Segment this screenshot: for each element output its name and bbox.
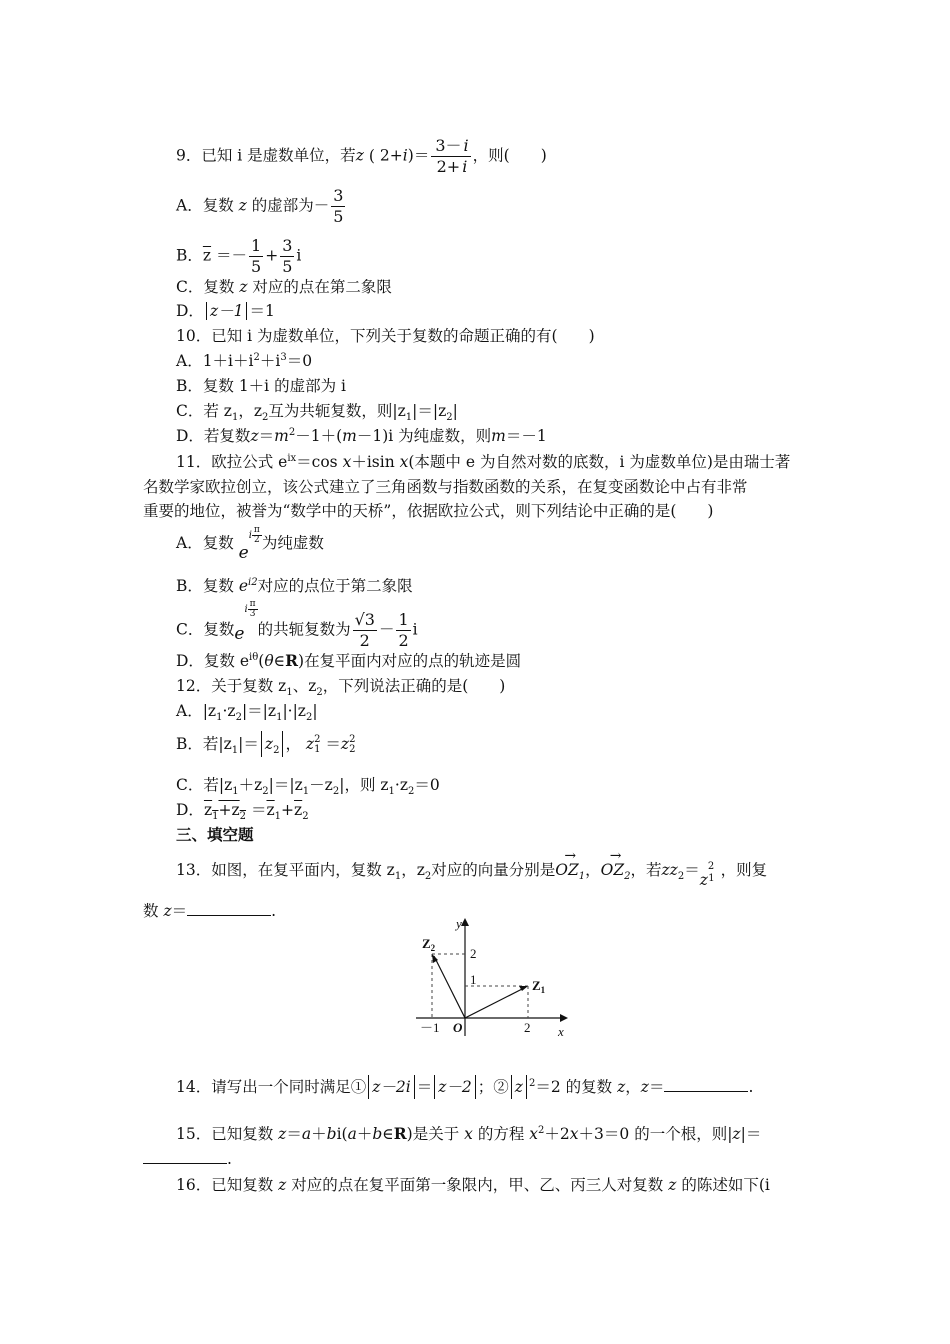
q12-option-b: B．若$|z_1|= z_2$ ， z 2 1 ＝z 2 2	[176, 733, 355, 755]
vector-oz1	[465, 986, 528, 1018]
q11-option-d: D．复数 $e^{i\theta}(\theta\in R)$在复平面内对应的点的轨迹是圆	[176, 651, 522, 670]
q13-line-2: 数 z＝ .	[143, 902, 277, 920]
tick-label-y2: 2	[470, 946, 477, 961]
q13-line-1: 13．如图，在复平面内，复数 $z_1$，$z_2$对应的向量分别是→ $OZ_1$，→ $OZ_2$，若$zz_2=z_{21}$ ，则复	[176, 851, 767, 884]
q11-line-2: 名数学家欧拉创立，该公式建立了三角函数与指数函数的关系，在复变函数论中占有非常	[143, 478, 748, 496]
tick-label-x2: 2	[524, 1020, 531, 1035]
z2-label: $Z_2$	[422, 936, 436, 953]
q15-line-1: 15．已知复数 z＝a＋bi(a＋b∈R)是关于 x 的方程 $x^2+2x+3=0$ 的一个根，则|z|＝	[176, 1124, 762, 1143]
x-axis-label: x	[558, 1024, 564, 1039]
q12-option-c: C．若$|z_1+z_2|=|z_1-z_2|$，则 $z_1\cdot z_2=0$	[176, 776, 440, 798]
q13-answer-blank[interactable]	[187, 901, 271, 916]
q10-option-c: C．若 $z_1$，$z_2$互为共轭复数，则$|z_1|=|z_2|$	[176, 402, 458, 424]
tick-label-y1: 1	[470, 972, 477, 987]
tick-label-neg1: －1	[420, 1020, 440, 1035]
q12-stem: 12．关于复数 $z_1$、$z_2$，下列说法正确的是( )	[176, 677, 506, 699]
q11-option-b: B．复数 $e^{i2}$对应的点位于第二象限	[176, 576, 413, 595]
q11-option-c: C．复数ei $\frac{\pi}{3}$ 的共轭复数为 $\frac{√3}{2}$ － $\frac{1}{2}$ i	[176, 599, 418, 650]
q14-answer-blank[interactable]	[664, 1077, 748, 1092]
q9-option-c: C．复数 z 对应的点在第二象限	[176, 278, 392, 296]
q11-line-3: 重要的地位，被誉为“数学中的天桥”，依据欧拉公式，则下列结论中正确的是( )	[143, 502, 714, 520]
q11-line-1: 11．欧拉公式 $e^{ix}=\cos$ x＋isin x(本题中 e 为自然对数的底数，i 为虚数单位)是由瑞士著	[176, 452, 791, 471]
q10-option-a: A．$1+i+i^2+i^3=0$	[176, 351, 313, 370]
q9-stem: 9．已知 i 是虚数单位，若z ( 2+i)＝ $\frac{3- i}{2+ i}$ ，则( )	[176, 136, 547, 176]
q11-option-a: A．复数 ei $\frac{\pi}{2}$ 为纯虚数	[176, 525, 324, 563]
section-title: 三、填空题	[176, 826, 254, 844]
q12-option-a: A．$|z_1\cdot z_2|=|z_1|\cdot|z_2|$	[176, 702, 318, 724]
z1-label: $Z_1$	[532, 978, 546, 995]
vector-oz2	[432, 954, 465, 1018]
y-axis-label: y	[456, 916, 462, 931]
q10-stem: 10．已知 i 为虚数单位，下列关于复数的命题正确的有( )	[176, 327, 595, 345]
q15-answer-blank[interactable]	[143, 1149, 227, 1164]
q10-option-d: D．若复数$z=m^2-1+(m-1)i$ 为纯虚数，则m＝－1	[176, 426, 547, 445]
q10-option-b: B．复数 1＋i 的虚部为 i	[176, 377, 346, 395]
q12-option-d: D．$z_1+z_2 =\overline{z}_1+\overline{z}_2$	[176, 801, 309, 823]
q15-line-2: .	[143, 1148, 232, 1170]
complex-plane-diagram	[412, 912, 572, 1042]
q9-option-a: A．复数 z 的虚部为－ $\frac{3}{5}$	[176, 186, 344, 226]
origin-label: O	[453, 1020, 463, 1035]
q14-line: 14．请写出一个同时满足① z－2i ＝ z－2 ；② z $^2$＝2 的复数 z，z＝ .	[176, 1076, 753, 1098]
q16-line: 16．已知复数 z 对应的点在复平面第一象限内，甲、乙、丙三人对复数 z 的陈述如下(i	[176, 1176, 770, 1194]
q9-option-d: D． z－1 ＝1	[176, 302, 275, 320]
q9-option-b: B．$\overline{z}$ ＝－ $\frac{1}{5}$ + $\frac{3}{5}$ i	[176, 236, 302, 276]
